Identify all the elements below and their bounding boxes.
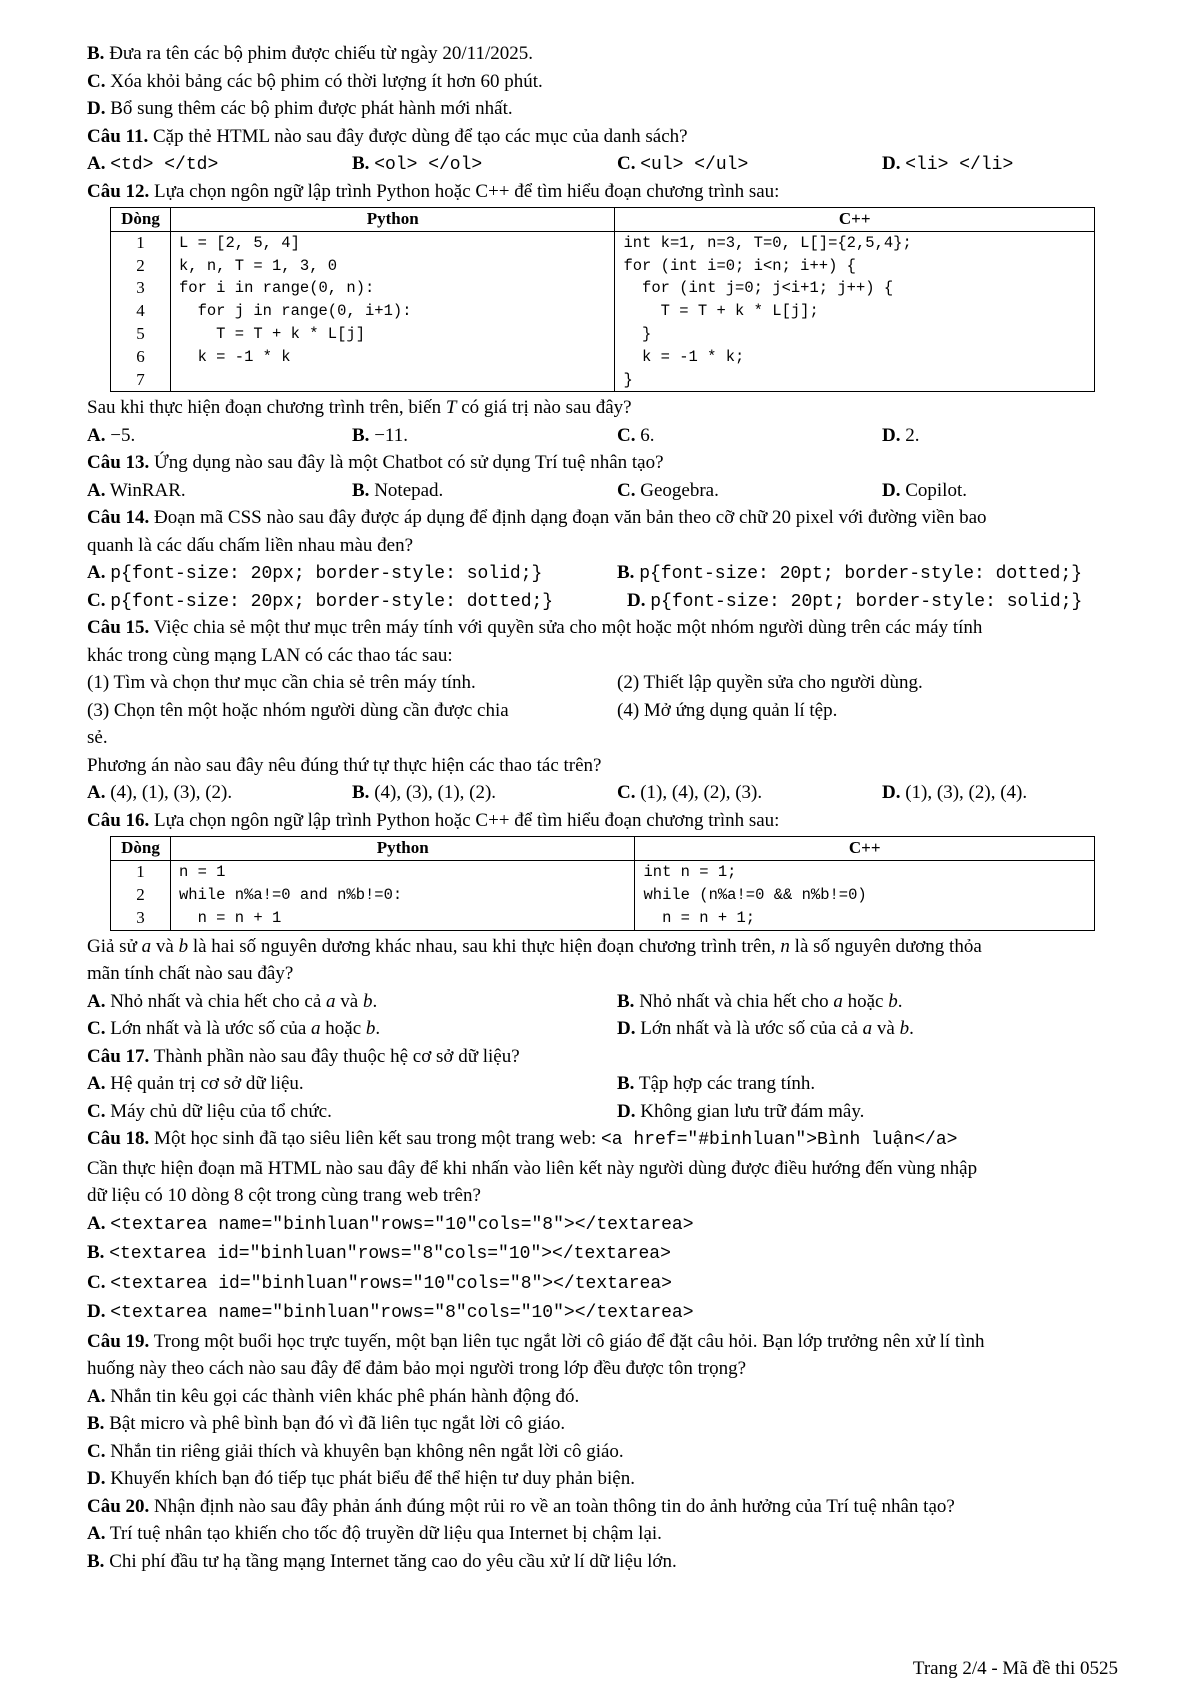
q18-option-a: A. <textarea name="binhluan"rows="10"cols="8"></textarea> xyxy=(87,1212,694,1235)
q17-option-b: B. Tập hợp các trang tính. xyxy=(617,1073,816,1095)
q16-followup: Giả sử a và b là hai số nguyên dương khác nhau, sau khi thực hiện đoạn chương trình trên, n là số nguyên dương thỏa xyxy=(87,935,982,957)
question-13: Câu 13. Ứng dụng nào sau đây là một Chatbot có sử dụng Trí tuệ nhân tạo? xyxy=(87,452,664,474)
question-17-options-row1 xyxy=(87,1070,1117,1098)
q15-step-3: (3) Chọn tên một hoặc nhóm người dùng cần được chia xyxy=(87,699,509,721)
question-15-options xyxy=(87,779,1117,807)
col-header-python: Python xyxy=(170,837,635,861)
q16-option-a: A. Nhỏ nhất và chia hết cho cả a và b. xyxy=(87,990,378,1012)
question-17-options-row2 xyxy=(87,1098,1117,1126)
q16-code-table xyxy=(110,836,1095,930)
col-header-python: Python xyxy=(170,208,614,232)
q15-question: Phương án nào sau đây nêu đúng thứ tự thực hiện các thao tác trên? xyxy=(87,754,602,776)
col-header-cpp: C++ xyxy=(635,837,1095,861)
q13-option-c: C. Geogebra. xyxy=(617,479,719,501)
q15-option-c: C. (1), (4), (2), (3). xyxy=(617,782,763,804)
q12-option-b: B. −11. xyxy=(352,424,408,446)
col-header-cpp: C++ xyxy=(615,208,1095,232)
q14-option-b: B. p{font-size: 20pt; border-style: dotted;} xyxy=(617,562,1083,585)
q19-option-c: C. Nhắn tin riêng giải thích và khuyên bạn không nên ngắt lời cô giáo. xyxy=(87,1440,624,1462)
question-12-options xyxy=(87,422,1117,450)
q13-option-b: B. Notepad. xyxy=(352,479,444,501)
question-16: Câu 16. Lựa chọn ngôn ngữ lập trình Python hoặc C++ để tìm hiểu đoạn chương trình sau: xyxy=(87,809,780,831)
q13-option-a: A. WinRAR. xyxy=(87,479,186,501)
question-14-cont: quanh là các dấu chấm liền nhau màu đen? xyxy=(87,534,414,556)
question-12: Câu 12. Lựa chọn ngôn ngữ lập trình Python hoặc C++ để tìm hiểu đoạn chương trình sau: xyxy=(87,180,780,202)
q15-step-3-cont: sẻ. xyxy=(87,727,108,749)
q16-followup-cont: mãn tính chất nào sau đây? xyxy=(87,963,294,985)
line-number-column: 1 2 3 4 5 6 7 xyxy=(111,231,171,392)
prev-option-b: B. Đưa ra tên các bộ phim được chiếu từ ngày 20/11/2025. xyxy=(87,43,534,64)
q17-option-a: A. Hệ quản trị cơ sở dữ liệu. xyxy=(87,1073,304,1095)
exam-page xyxy=(87,40,1117,1575)
q15-step-2: (2) Thiết lập quyền sửa cho người dùng. xyxy=(617,672,923,694)
question-16-options-row2 xyxy=(87,1015,1117,1043)
q15-option-a: A. (4), (1), (3), (2). xyxy=(87,782,233,804)
col-header-line: Dòng xyxy=(111,208,171,232)
q19-option-b: B. Bật micro và phê bình bạn đó vì đã liên tục ngắt lời cô giáo. xyxy=(87,1413,566,1435)
question-18-cont: Cần thực hiện đoạn mã HTML nào sau đây để khi nhấn vào liên kết này người dùng được điều hướng đến vùng nhập xyxy=(87,1157,978,1179)
q14-option-a: A. p{font-size: 20px; border-style: solid;} xyxy=(87,562,543,585)
q11-option-c: C. <ul> </ul> xyxy=(617,153,749,175)
q15-option-b: B. (4), (3), (1), (2). xyxy=(352,782,497,804)
q17-option-c: C. Máy chủ dữ liệu của tổ chức. xyxy=(87,1100,332,1122)
question-14-options-row1 xyxy=(87,559,1117,587)
prev-option-c: C. Xóa khỏi bảng các bộ phim có thời lượng ít hơn 60 phút. xyxy=(87,70,543,92)
q20-option-b: B. Chi phí đầu tư hạ tầng mạng Internet tăng cao do yêu cầu xử lí dữ liệu lớn. xyxy=(87,1550,677,1572)
q19-option-a: A. Nhắn tin kêu gọi các thành viên khác phê phán hành động đó. xyxy=(87,1385,580,1407)
q12-option-d: D. 2. xyxy=(882,424,920,446)
q12-option-a: A. −5. xyxy=(87,424,136,446)
q15-steps-row1 xyxy=(87,669,1117,697)
q11-option-b: B. <ol> </ol> xyxy=(352,153,483,175)
q15-step-4: (4) Mở ứng dụng quản lí tệp. xyxy=(617,699,838,721)
question-16-options-row1 xyxy=(87,988,1117,1016)
q20-option-a: A. Trí tuệ nhân tạo khiến cho tốc độ truyền dữ liệu qua Internet bị chậm lại. xyxy=(87,1523,662,1545)
q16-option-b: B. Nhỏ nhất và chia hết cho a hoặc b. xyxy=(617,990,903,1012)
q17-option-d: D. Không gian lưu trữ đám mây. xyxy=(617,1100,865,1122)
question-18: Câu 18. Một học sinh đã tạo siêu liên kết sau trong một trang web: <a href="#binhluan">Bình luận</a> xyxy=(87,1128,958,1151)
question-14-options-row2 xyxy=(87,587,1117,615)
q12-followup: Sau khi thực hiện đoạn chương trình trên, biến T có giá trị nào sau đây? xyxy=(87,397,632,419)
q18-option-c: C. <textarea id="binhluan"rows="10"cols="8"></textarea> xyxy=(87,1271,672,1294)
question-17: Câu 17. Thành phần nào sau đây thuộc hệ cơ sở dữ liệu? xyxy=(87,1045,520,1067)
q16-option-c: C. Lớn nhất và là ước số của a hoặc b. xyxy=(87,1018,381,1040)
question-15: Câu 15. Việc chia sẻ một thư mục trên máy tính với quyền sửa cho một hoặc một nhóm người dùng trên các máy tính xyxy=(87,617,983,639)
cpp-code: int k=1, n=3, T=0, L[]={2,5,4}; for (int i=0; i<n; i++) { for (int j=0; j<i+1; j++) { T = T + k * L[j]; } k = -1 * k; } xyxy=(615,231,1095,392)
q15-steps-row2 xyxy=(87,697,1117,725)
question-11: Câu 11. Cặp thẻ HTML nào sau đây được dùng để tạo các mục của danh sách? xyxy=(87,125,688,147)
q11-option-d: D. <li> </li> xyxy=(882,153,1014,175)
q18-option-d: D. <textarea name="binhluan"rows="8"cols="10"></textarea> xyxy=(87,1301,694,1324)
question-19-cont: huống này theo cách nào sau đây để đảm bảo mọi người trong lớp đều được tôn trọng? xyxy=(87,1358,747,1380)
col-header-line: Dòng xyxy=(111,837,171,861)
prev-option-d: D. Bổ sung thêm các bộ phim được phát hành mới nhất. xyxy=(87,98,513,119)
q14-option-d: D. p{font-size: 20pt; border-style: solid;} xyxy=(627,589,1083,612)
python-code: n = 1 while n%a!=0 and n%b!=0: n = n + 1 xyxy=(170,861,635,930)
question-15-cont: khác trong cùng mạng LAN có các thao tác sau: xyxy=(87,644,453,666)
q19-option-d: D. Khuyến khích bạn đó tiếp tục phát biểu để thể hiện tư duy phản biện. xyxy=(87,1468,635,1490)
q12-code-table xyxy=(110,207,1095,392)
q18-option-b: B. <textarea id="binhluan"rows="8"cols="10"></textarea> xyxy=(87,1242,671,1265)
question-13-options xyxy=(87,477,1117,505)
q16-option-d: D. Lớn nhất và là ước số của cả a và b. xyxy=(617,1018,914,1040)
q13-option-d: D. Copilot. xyxy=(882,479,967,501)
cpp-code: int n = 1; while (n%a!=0 && n%b!=0) n = n + 1; xyxy=(635,861,1095,930)
q12-option-c: C. 6. xyxy=(617,424,655,446)
python-code: L = [2, 5, 4] k, n, T = 1, 3, 0 for i in range(0, n): for j in range(0, i+1): T = T + k * L[j] k = -1 * k xyxy=(170,231,614,392)
question-14: Câu 14. Đoạn mã CSS nào sau đây được áp dụng để định dạng đoạn văn bản theo cỡ chữ 20 pixel với đường viền bao xyxy=(87,507,987,529)
question-11-options xyxy=(87,150,1117,178)
q11-option-a: A. <td> </td> xyxy=(87,153,219,175)
question-19: Câu 19. Trong một buổi học trực tuyến, một bạn liên tục ngắt lời cô giáo để đặt câu hỏi. Bạn lớp trưởng nên xử lí tình xyxy=(87,1330,985,1352)
q14-option-c: C. p{font-size: 20px; border-style: dotted;} xyxy=(87,589,554,612)
question-20: Câu 20. Nhận định nào sau đây phản ánh đúng một rủi ro về an toàn thông tin do ảnh hưởng của Trí tuệ nhân tạo? xyxy=(87,1495,955,1517)
question-18-cont2: dữ liệu có 10 dòng 8 cột trong cùng trang web trên? xyxy=(87,1185,481,1207)
q15-step-1: (1) Tìm và chọn thư mục cần chia sẻ trên máy tính. xyxy=(87,672,476,694)
q15-option-d: D. (1), (3), (2), (4). xyxy=(882,782,1028,804)
line-number-column: 1 2 3 xyxy=(111,861,171,930)
page-footer: Trang 2/4 - Mã đề thi 0525 xyxy=(912,1658,1118,1679)
